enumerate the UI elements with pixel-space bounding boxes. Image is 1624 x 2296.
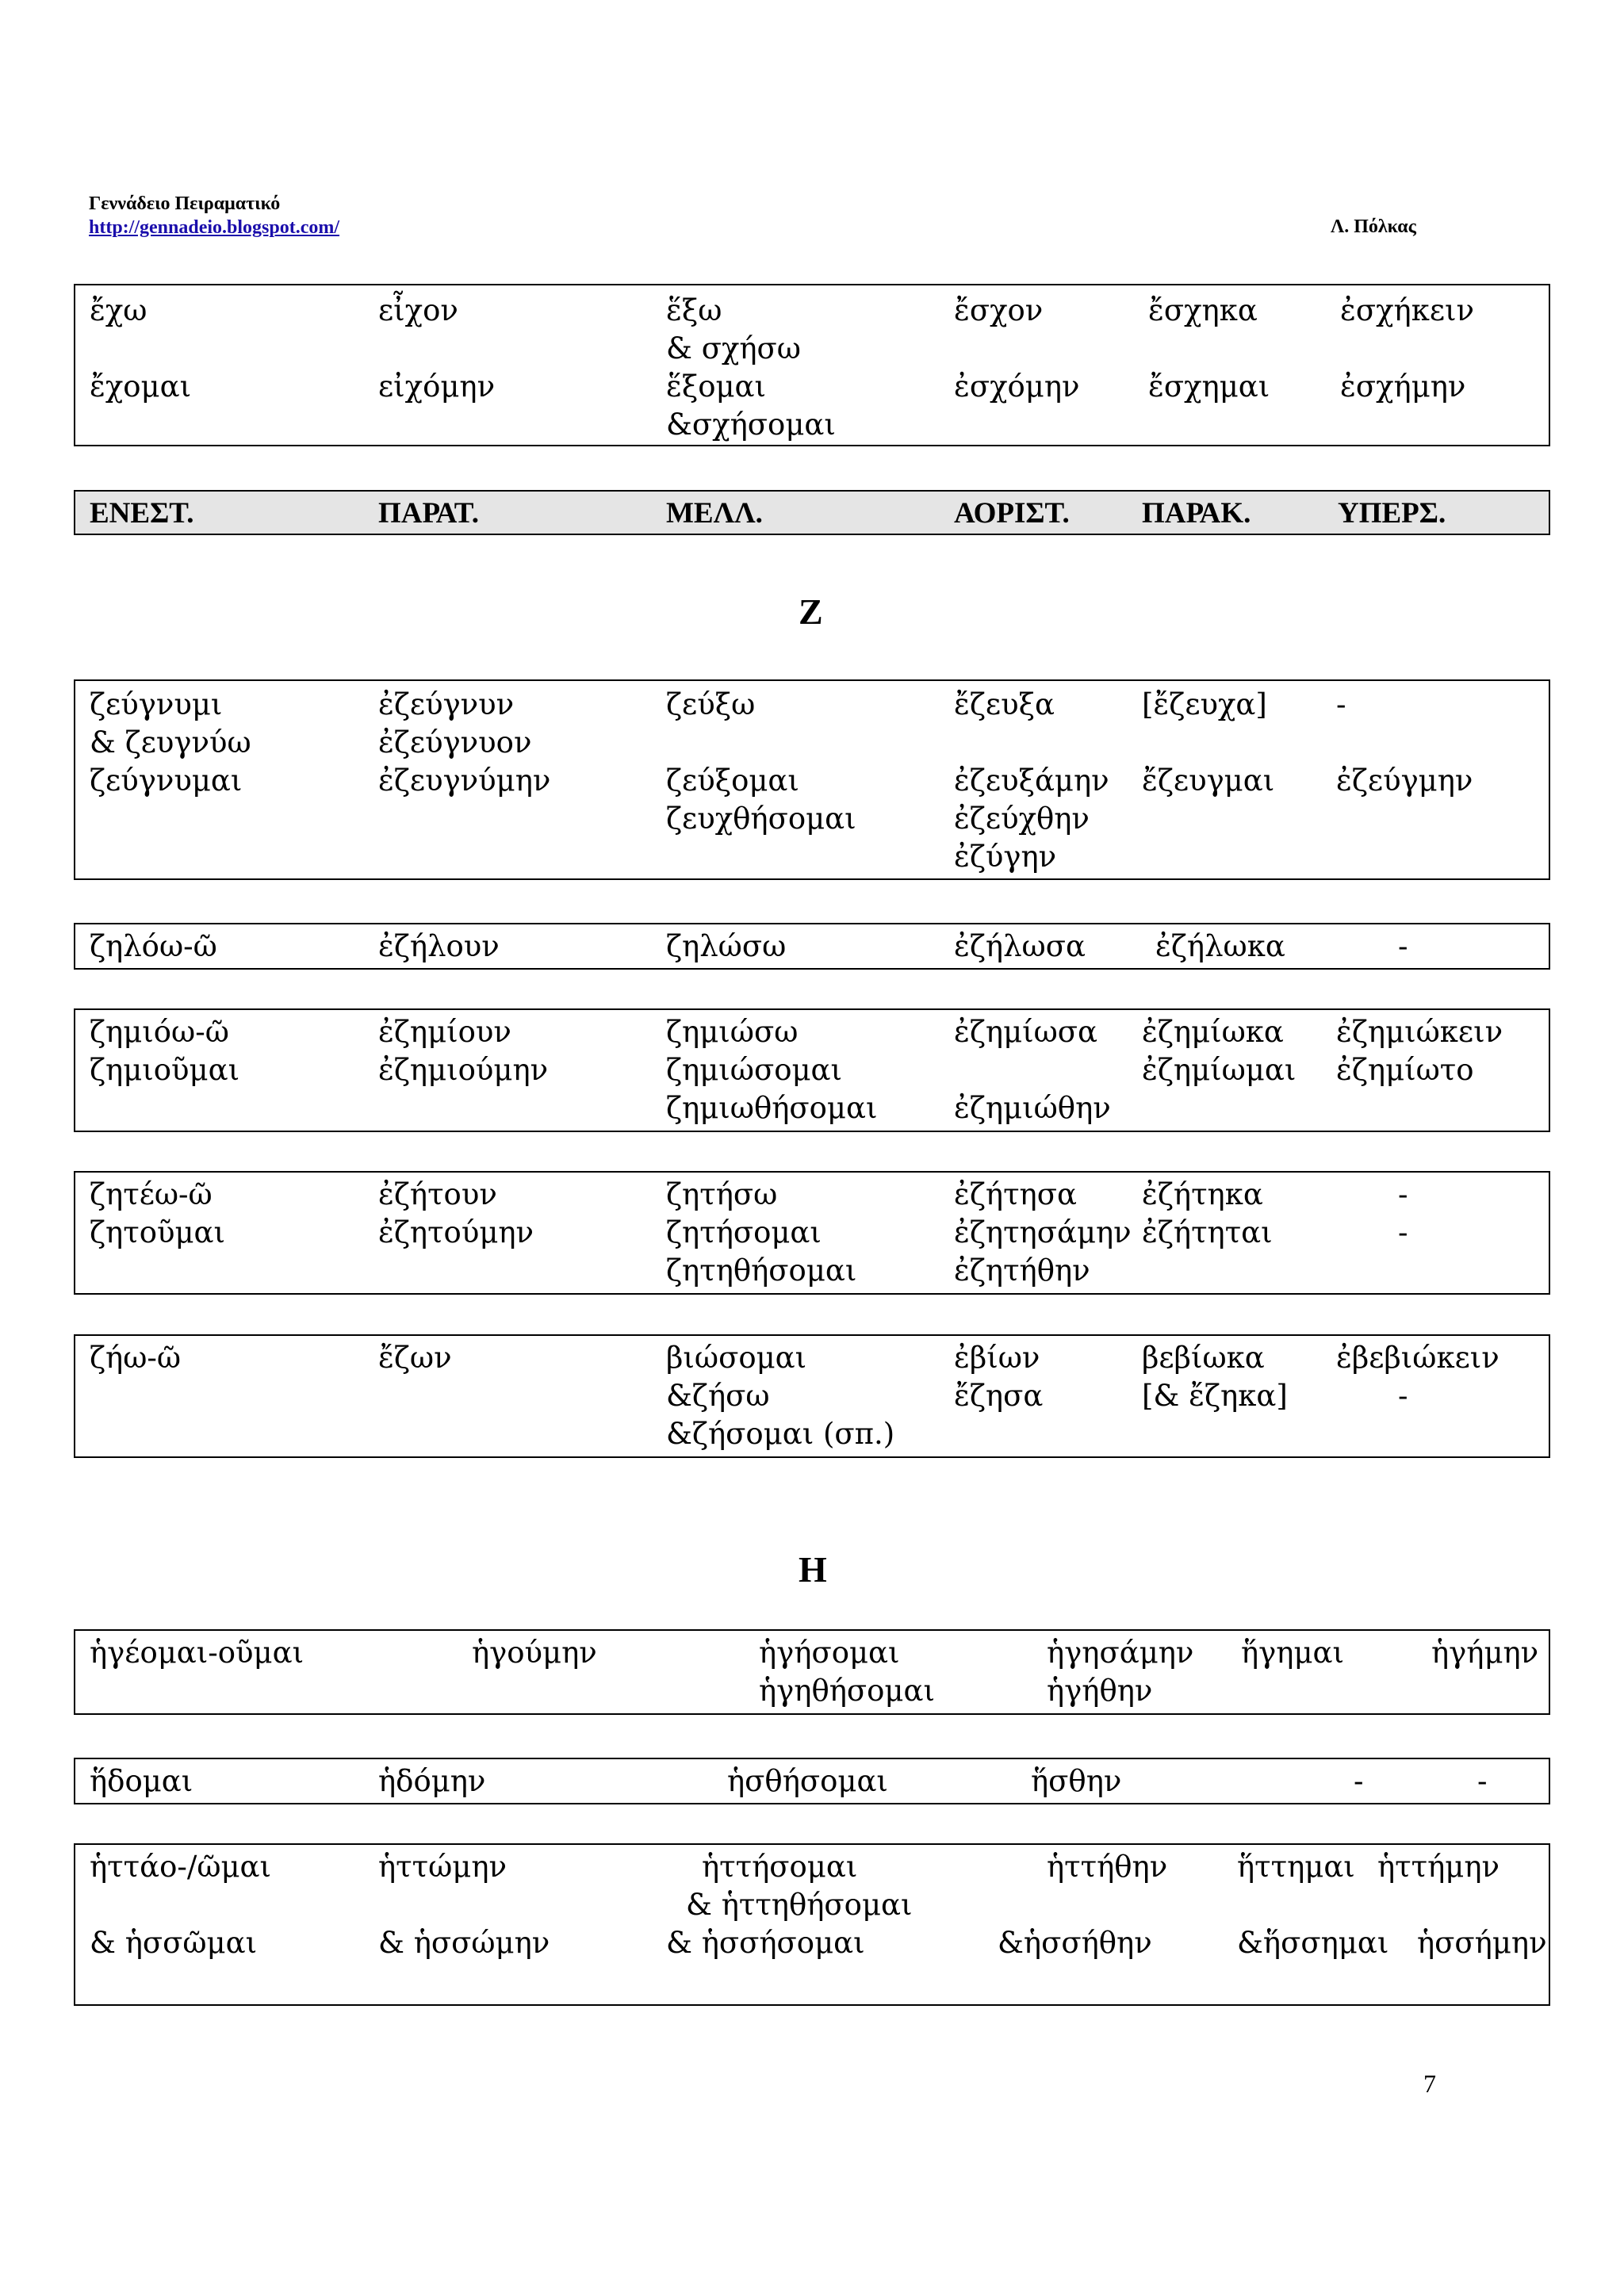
form-present: ἔχω bbox=[90, 293, 147, 327]
form-pluperfect: ἡττήμην bbox=[1377, 1850, 1500, 1884]
form-perfect: ἐζήτηκα bbox=[1142, 1177, 1263, 1211]
form-imperfect: ἐζήλουν bbox=[378, 929, 500, 963]
form-present: ἡττάο-/ῶμαι bbox=[90, 1850, 272, 1884]
page-header-left bbox=[89, 192, 339, 239]
form-imperfect: ἡττώμην bbox=[378, 1850, 507, 1884]
form-aorist: ἡττήθην bbox=[1047, 1850, 1168, 1884]
form-future-passive: & ἡττηθήσομαι bbox=[686, 1888, 913, 1922]
tense-heading-row bbox=[74, 490, 1550, 535]
form-future: ζητήσω bbox=[666, 1177, 778, 1211]
form-aorist: ἡγησάμην bbox=[1047, 1636, 1194, 1670]
form-imperfect: ἐζητούμην bbox=[378, 1215, 534, 1249]
form-present: ἡγέομαι-οῦμαι bbox=[90, 1636, 304, 1670]
form-present: ἔχομαι bbox=[90, 369, 192, 404]
form-perfect-alt: &ἥσσημαι bbox=[1237, 1926, 1389, 1960]
form-present: ζητέω-ῶ bbox=[90, 1177, 213, 1211]
form-imperfect: ἡδόμην bbox=[378, 1764, 486, 1798]
form-future: βιώσομαι bbox=[666, 1341, 807, 1375]
form-pluperfect: - bbox=[1398, 1379, 1408, 1413]
form-aorist-passive: ἐζητήθην bbox=[954, 1253, 1090, 1288]
form-aorist: ἐζημίωσα bbox=[954, 1015, 1098, 1049]
form-aorist-alt: &ἡσσήθην bbox=[998, 1926, 1152, 1960]
form-perfect: ἔσχημαι bbox=[1148, 369, 1270, 404]
form-future: ζητήσομαι bbox=[666, 1215, 822, 1249]
form-future: ζημιώσω bbox=[666, 1015, 799, 1049]
heading-aorist: ΑΟΡΙΣΤ. bbox=[954, 497, 1070, 530]
author-name: Λ. Πόλκας bbox=[1331, 216, 1416, 237]
form-future-passive: ζητηθήσομαι bbox=[666, 1253, 857, 1288]
form-present-alt: & ἡσσῶμαι bbox=[90, 1926, 258, 1960]
form-aorist: ἔζευξα bbox=[954, 687, 1055, 721]
form-imperfect: ἡγούμην bbox=[472, 1636, 597, 1670]
form-perfect: ἔζευγμαι bbox=[1142, 763, 1275, 798]
form-future: ζημιώσομαι bbox=[666, 1053, 843, 1087]
form-pluperfect: - bbox=[1336, 687, 1346, 721]
form-future-passive: ζευχθήσομαι bbox=[666, 802, 856, 836]
form-future: ἕξομαι bbox=[666, 369, 767, 404]
form-future: ζεύξω bbox=[666, 687, 756, 721]
form-future-alt: & ἡσσήσομαι bbox=[666, 1926, 865, 1960]
form-imperfect: ἐζημιούμην bbox=[378, 1053, 549, 1087]
form-aorist-passive: ἡγήθην bbox=[1047, 1674, 1153, 1708]
form-imperfect-alt: ἐζεύγνυον bbox=[378, 725, 532, 760]
form-perfect: [ἔζευχα] bbox=[1142, 687, 1267, 721]
form-present: ζεύγνυμαι bbox=[90, 763, 243, 798]
form-perfect-alt: [& ἔζηκα] bbox=[1142, 1379, 1288, 1413]
form-imperfect: ἐζεύγνυν bbox=[378, 687, 515, 721]
form-aorist: ἐζήλωσα bbox=[954, 929, 1086, 963]
form-future-alt: &ζήσω bbox=[666, 1379, 770, 1413]
heading-perfect: ΠΑΡΑΚ. bbox=[1142, 497, 1251, 530]
form-present: ζητοῦμαι bbox=[90, 1215, 225, 1249]
heading-pluperfect: ΥΠΕΡΣ. bbox=[1338, 497, 1446, 530]
form-pluperfect: ἐζεύγμην bbox=[1336, 763, 1473, 798]
form-perfect: ἥττημαι bbox=[1237, 1850, 1355, 1884]
form-pluperfect: ἐζημίωτο bbox=[1336, 1053, 1474, 1087]
form-pluperfect: ἐσχήκειν bbox=[1340, 293, 1474, 327]
form-future: ἡττήσομαι bbox=[702, 1850, 858, 1884]
verb-table-zeugnymi bbox=[74, 679, 1550, 880]
verb-table-hedomai bbox=[74, 1758, 1550, 1804]
form-aorist-alt: ἔζησα bbox=[954, 1379, 1044, 1413]
verb-table-zeteo bbox=[74, 1171, 1550, 1295]
form-pluperfect: ἡγήμην bbox=[1431, 1636, 1539, 1670]
heading-imperfect: ΠΑΡΑΤ. bbox=[378, 497, 479, 530]
form-present-alt: & ζευγνύω bbox=[90, 725, 251, 760]
form-present: ζηλόω-ῶ bbox=[90, 929, 217, 963]
form-future-passive: ἡγηθήσομαι bbox=[759, 1674, 935, 1708]
form-perfect: ἐζήτηται bbox=[1142, 1215, 1273, 1249]
school-name: Γεννάδειο Πειραματικό bbox=[89, 193, 281, 214]
form-pluperfect: - bbox=[1398, 929, 1408, 963]
verb-table-hegeomai bbox=[74, 1629, 1550, 1715]
form-imperfect: ἔζων bbox=[378, 1341, 452, 1375]
form-perfect: ἐζήλωκα bbox=[1155, 929, 1285, 963]
form-present: ζήω-ῶ bbox=[90, 1341, 182, 1375]
form-future-alt: &σχήσομαι bbox=[666, 408, 836, 442]
form-imperfect: εἰχόμην bbox=[378, 369, 496, 404]
form-perfect: ἐζημίωμαι bbox=[1142, 1053, 1297, 1087]
form-perfect: ἔσχηκα bbox=[1148, 293, 1258, 327]
heading-present: ΕΝΕΣΤ. bbox=[90, 497, 194, 530]
form-aorist: ἐβίων bbox=[954, 1341, 1040, 1375]
verb-table-zemioo bbox=[74, 1008, 1550, 1132]
form-imperfect-alt: & ἡσσώμην bbox=[378, 1926, 550, 1960]
section-letter-eta: Η bbox=[799, 1549, 827, 1590]
form-aorist: ἔσχον bbox=[954, 293, 1044, 327]
form-perfect: βεβίωκα bbox=[1142, 1341, 1265, 1375]
form-pluperfect: ἐσχήμην bbox=[1340, 369, 1466, 404]
form-present: ζημιόω-ῶ bbox=[90, 1015, 229, 1049]
form-aorist-passive: ἐζεύχθην bbox=[954, 802, 1090, 836]
form-aorist-passive-alt: ἐζύγην bbox=[954, 840, 1057, 874]
form-future-alt: & σχήσω bbox=[666, 331, 801, 365]
form-future: ἕξω bbox=[666, 293, 722, 327]
section-letter-zeta: Ζ bbox=[799, 591, 823, 632]
form-imperfect: ἐζημίουν bbox=[378, 1015, 511, 1049]
form-pluperfect: ἐβεβιώκειν bbox=[1336, 1341, 1500, 1375]
form-future: ἡγήσομαι bbox=[759, 1636, 900, 1670]
verb-table-hettaomai bbox=[74, 1843, 1550, 2006]
verb-table-zeloo bbox=[74, 923, 1550, 970]
form-aorist: ἐζήτησα bbox=[954, 1177, 1077, 1211]
form-perfect: - bbox=[1354, 1764, 1364, 1798]
form-present: ἥδομαι bbox=[90, 1764, 193, 1798]
form-pluperfect: - bbox=[1398, 1215, 1408, 1249]
form-future: ζεύξομαι bbox=[666, 763, 799, 798]
heading-future: ΜΕΛΛ. bbox=[666, 497, 763, 530]
form-future-rare: &ζήσομαι (σπ.) bbox=[666, 1417, 895, 1451]
verb-table-echo bbox=[74, 284, 1550, 446]
form-aorist: ἐζευξάμην bbox=[954, 763, 1109, 798]
form-imperfect: ἐζευγνύμην bbox=[378, 763, 551, 798]
form-perfect: ἐζημίωκα bbox=[1142, 1015, 1284, 1049]
form-aorist: ἐσχόμην bbox=[954, 369, 1080, 404]
form-present: ζημιοῦμαι bbox=[90, 1053, 240, 1087]
form-imperfect: ἐζήτουν bbox=[378, 1177, 497, 1211]
form-pluperfect: - bbox=[1398, 1177, 1408, 1211]
form-future: ζηλώσω bbox=[666, 929, 787, 963]
form-future-passive: ζημιωθήσομαι bbox=[666, 1091, 878, 1125]
form-aorist: ἥσθην bbox=[1031, 1764, 1122, 1798]
page-number: 7 bbox=[1423, 2069, 1436, 2098]
form-pluperfect: - bbox=[1477, 1764, 1488, 1798]
form-imperfect: εἶχον bbox=[378, 293, 458, 327]
form-aorist-passive: ἐζημιώθην bbox=[954, 1091, 1111, 1125]
form-present: ζεύγνυμι bbox=[90, 687, 223, 721]
form-aorist: ἐζητησάμην bbox=[954, 1215, 1132, 1249]
form-pluperfect: ἐζημιώκειν bbox=[1336, 1015, 1503, 1049]
verb-table-zao bbox=[74, 1334, 1550, 1458]
blog-link[interactable]: http://gennadeio.blogspot.com/ bbox=[89, 217, 340, 238]
form-future: ἡσθήσομαι bbox=[727, 1764, 888, 1798]
form-perfect: ἥγημαι bbox=[1241, 1636, 1344, 1670]
form-pluperfect-alt: ἡσσήμην bbox=[1417, 1926, 1547, 1960]
